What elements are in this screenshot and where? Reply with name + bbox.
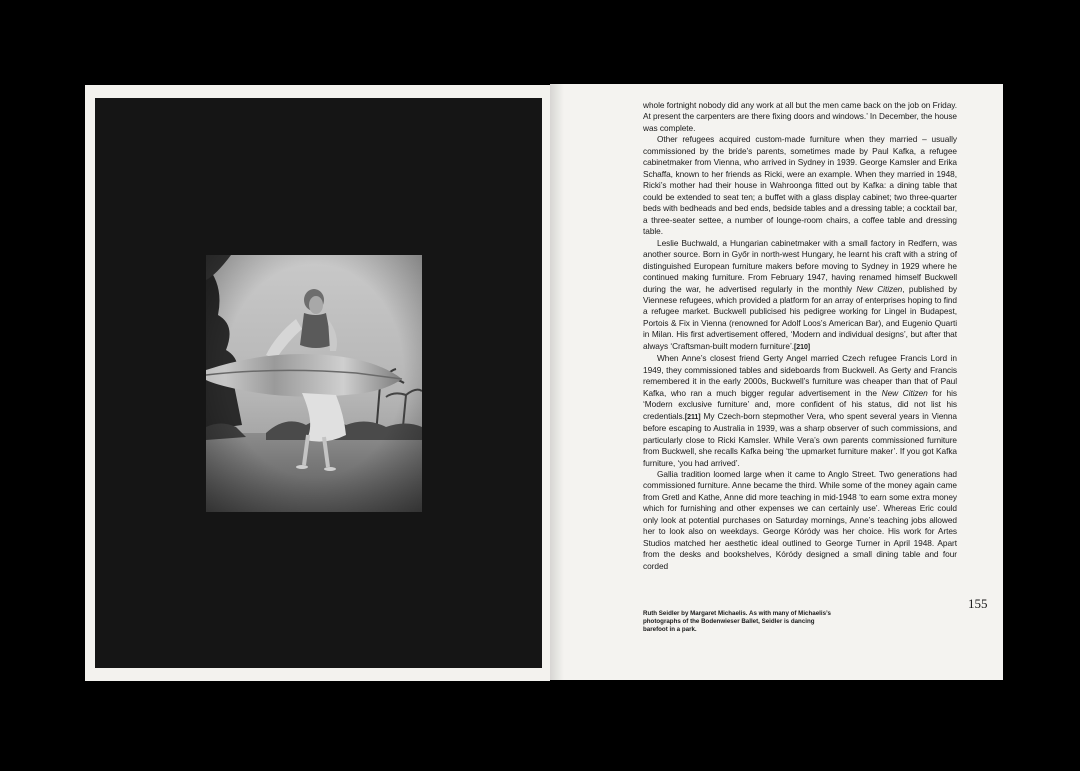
paragraph: Gallia tradition loomed large when it came to Anglo Street. Two generations had commissioned furniture. Anne became the third. While some of the money again came from Gretl and Kathe, Anne did more teaching in mid-1948 ‘to earn some extra money which for furnishing and other expenses we can certainly use’. Whereas Eric could only look at potential purchases on Saturday mornings, Anne’s teaching jobs allowed her to look also on weekdays. George Kóródy was her choice. His work for Artes Studios matched her aesthetic ideal outlined to George Turner in April 1948. Apart from the desks and bookshelves, Kóródy designed a small dining table and four corded xyxy=(643,469,957,571)
paragraph: whole fortnight nobody did any work at all but the men came back on the job on Friday. At present the carpenters are there fixing doors and windows.’ In December, the house was complete. xyxy=(643,100,957,133)
paragraph: Leslie Buchwald, a Hungarian cabinetmaker with a small factory in Redfern, was another source. Born in Győr in north-west Hungary, he learnt his craft with a string of distinguished European furniture makers before moving to Sydney in 1929 where he continued making furniture. From February 1947, having renamed himself Buckwell during the war, he advertised regularly in the monthly New Citizen, published by Viennese refugees, which provided a platform for an array of enterprises hoping to find a refugee market. Buckwell publicised his pedigree working for Lingel in Budapest, Portois & Fix in Vienna (renowned for Adolf Loos’s American Bar), and Eugenio Quarti in Milan. His first advertisement offered, ‘Modern and individual designs’, but after that always ‘Craftsman-built modern furniture’.[210] xyxy=(643,237,958,351)
photo-caption: Ruth Seidler by Margaret Michaelis. As with many of Michaelis’s photographs of the Bodenwieser Ballet, Seidler is dancing barefoot in a park. xyxy=(643,610,831,634)
reference-marker: [211] xyxy=(684,413,701,421)
left-page xyxy=(85,85,550,681)
paragraph: When Anne’s closest friend Gerty Angel married Czech refugee Francis Lord in 1949, they commissioned tables and sideboards from Buckwell. As Gerty and Francis remembered it in the early 2000s, Buckwell’s furniture was cheaper than that of Paul Kafka, who ran a much bigger regular advertisement in the New Citizen for his ‘Modern exclusive furniture’ and, more confident of his status, did not list his credentials.[211] My Czech-born stepmother Vera, who spent several years in Vienna before escaping to Australia in 1939, was a sharp observer of such commissions, and particularly close to Ricki Kamsler. While Vera’s own parents commissioned furniture from Buckwell, she recalls Kafka being ‘the upmarket furniture maker’. If you got Kafka furniture, ‘you had arrived’. xyxy=(643,353,958,468)
dancer-photograph xyxy=(206,255,422,512)
page-gutter-shadow xyxy=(550,84,564,680)
paragraph: Other refugees acquired custom-made furniture when they married – usually commissioned by the bride’s parents, sometimes made by Paul Kafka, a refugee cabinetmaker from Vienna, who arrived in Sydney in 1939. George Kamsler and Erika Schaffa, known to her friends as Ricki, were an example. When they married in 1948, Ricki’s mother had their house in Wahroonga fitted out by Kafka: a dining table that could be extended to seat ten; a buffet with a glass display cabinet; two three-quarter beds with bedheads and bed ends, bedside tables and a dressing table; a cocktail bar, a three-seater settee, a number of lounge-room chairs, a coffee table and dressing table. xyxy=(643,134,957,237)
reference-marker: [210] xyxy=(794,343,811,351)
body-text xyxy=(643,100,957,572)
page-number: 155 xyxy=(968,596,988,611)
